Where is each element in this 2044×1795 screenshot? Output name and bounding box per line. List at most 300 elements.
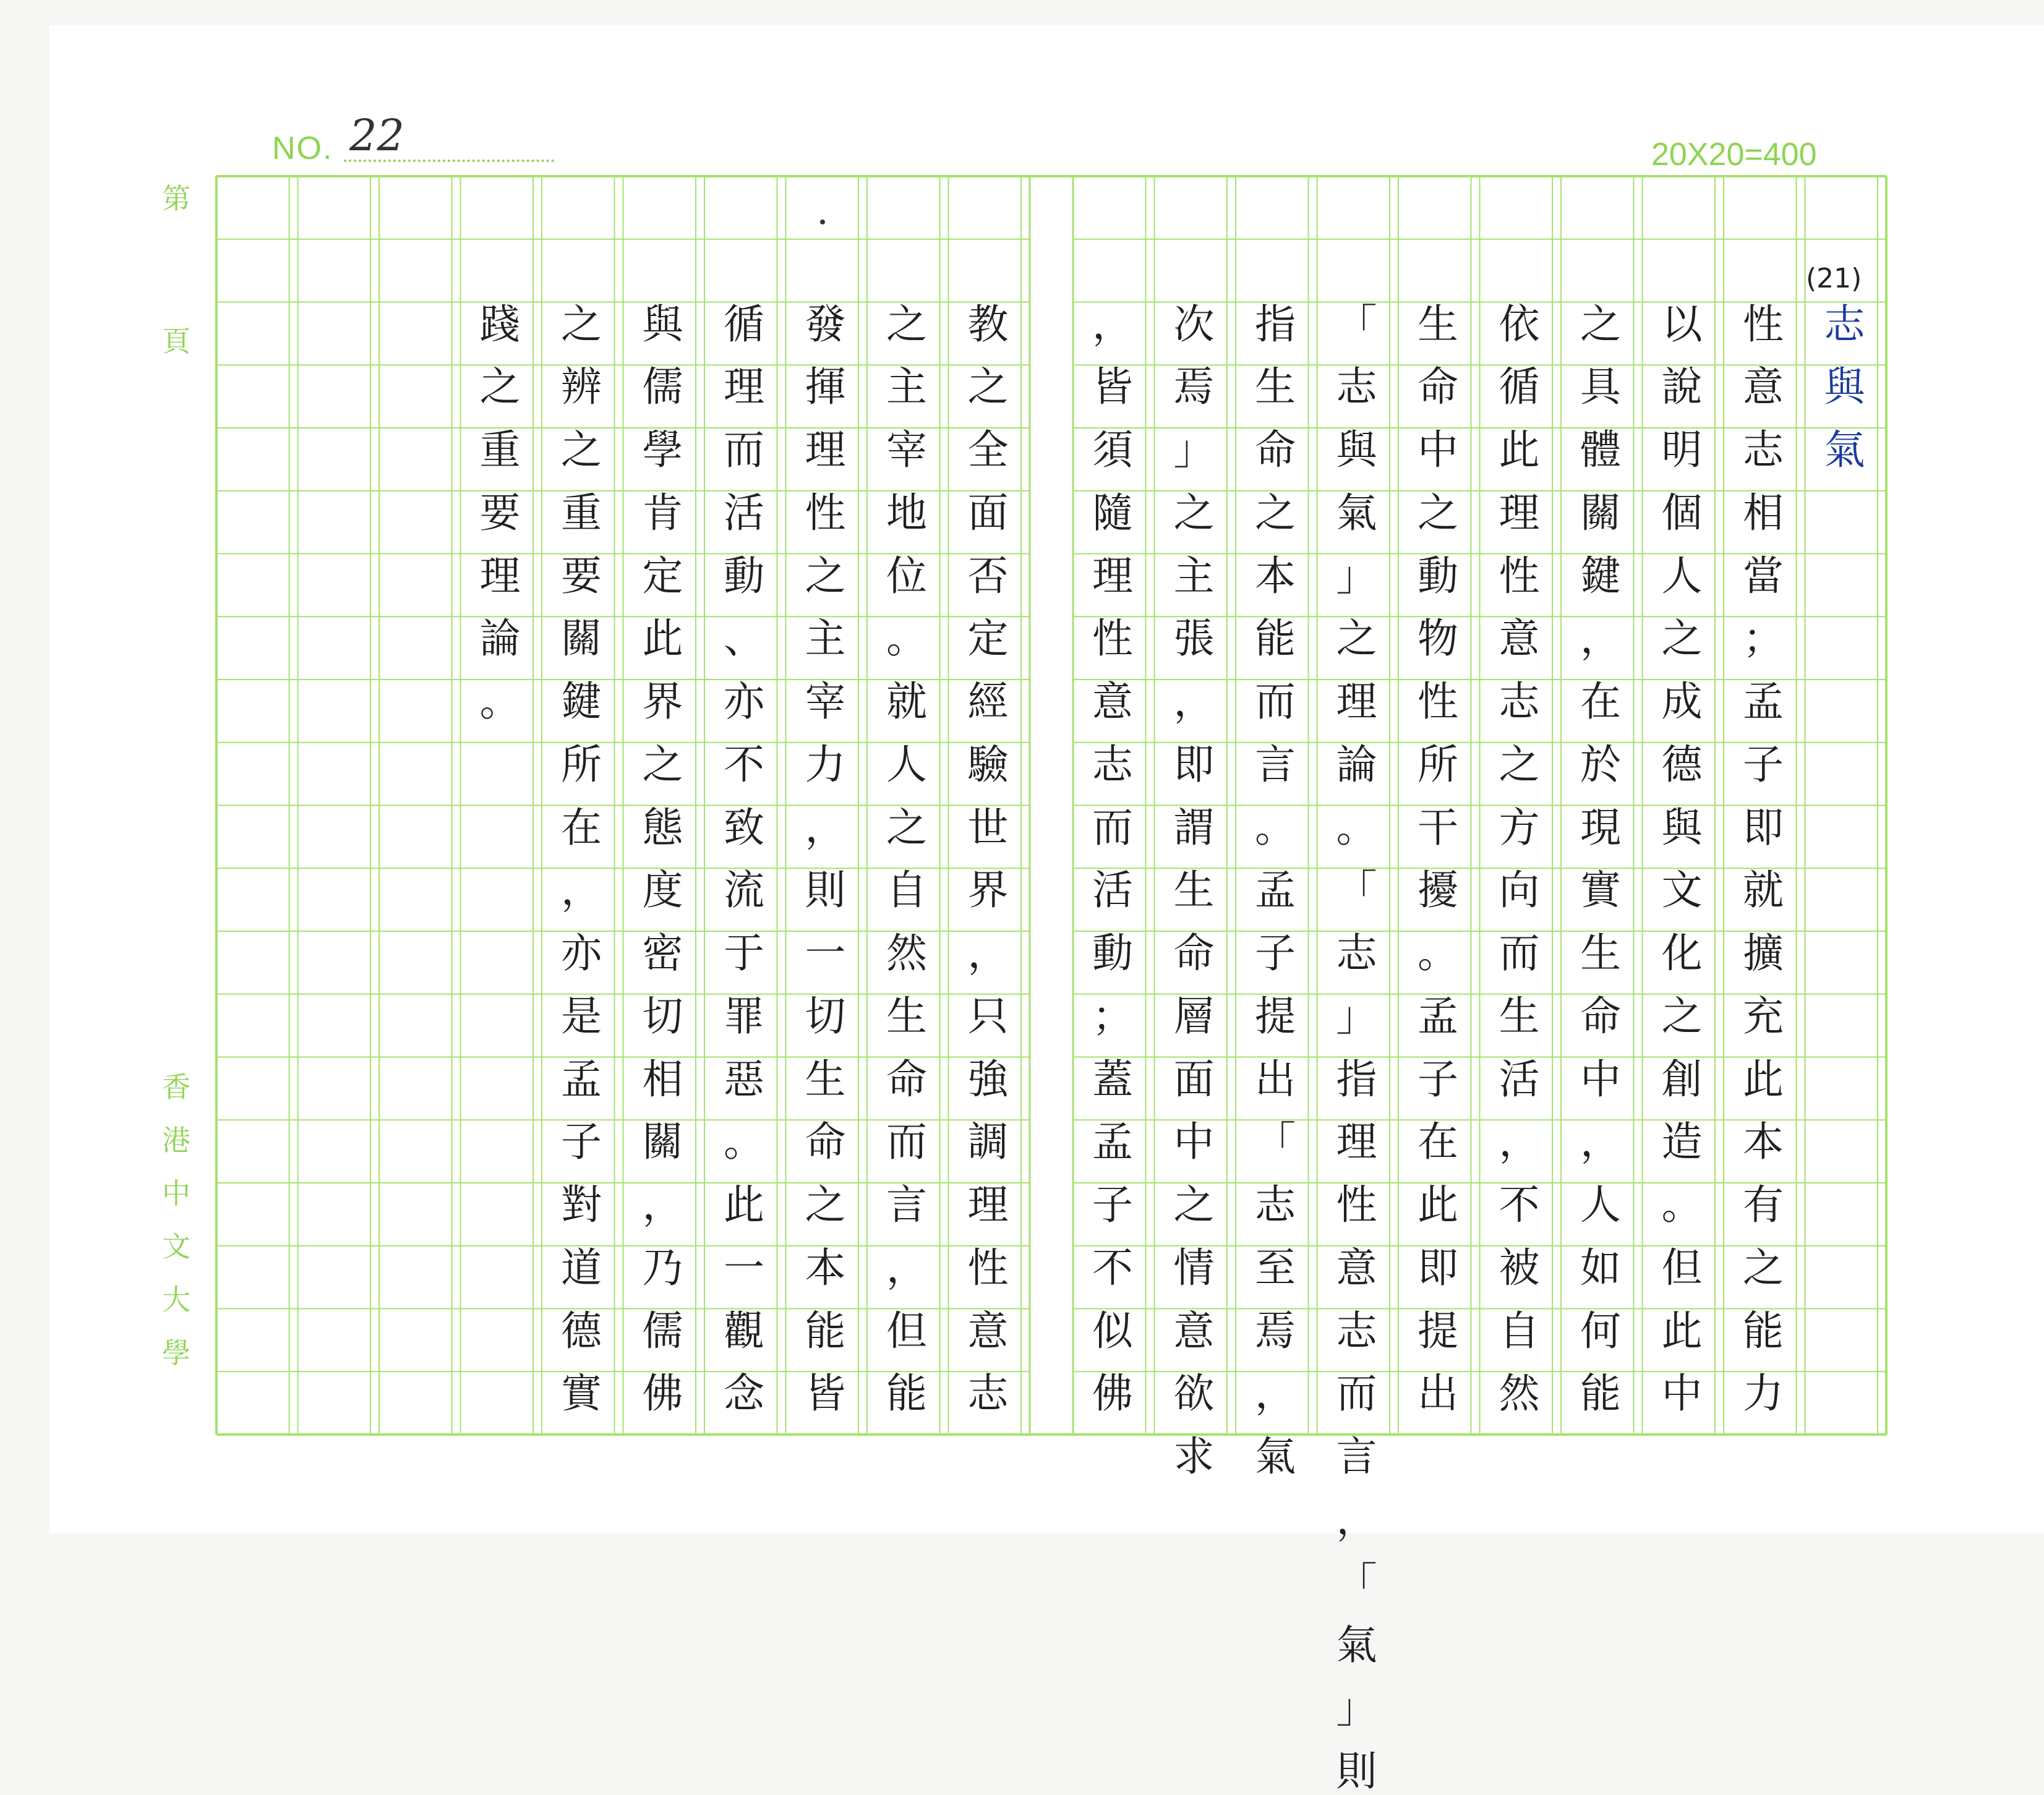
manuscript-char: 實 — [1580, 866, 1621, 915]
manuscript-char: 本 — [805, 1243, 846, 1292]
manuscript-char: 之 — [1418, 488, 1458, 537]
manuscript-char: 擴 — [1743, 929, 1784, 977]
manuscript-char: 理 — [479, 552, 521, 600]
margin-char-3: 中 — [162, 1177, 190, 1210]
manuscript-char: 命 — [1580, 992, 1621, 1040]
manuscript-char: 人 — [1661, 552, 1703, 600]
manuscript-char: 命 — [886, 1055, 927, 1103]
manuscript-char: 儒 — [642, 1307, 683, 1355]
manuscript-char: ， — [886, 1243, 927, 1292]
manuscript-char: 實 — [561, 1370, 602, 1418]
manuscript-char: 志 — [1824, 300, 1865, 348]
margin-char-2: 港 — [162, 1123, 190, 1157]
manuscript-char: 理 — [1499, 488, 1540, 537]
manuscript-char: 理 — [1336, 1118, 1377, 1166]
manuscript-char: 「 — [1255, 1118, 1296, 1166]
manuscript-char: 論 — [1336, 740, 1377, 788]
manuscript-char: ； — [1743, 615, 1784, 663]
manuscript-char: 循 — [1499, 363, 1540, 411]
manuscript-char: 有 — [1743, 1181, 1784, 1229]
manuscript-char: 生 — [1499, 992, 1540, 1040]
manuscript-char: 皆 — [805, 1370, 846, 1418]
manuscript-char: 生 — [886, 992, 927, 1040]
manuscript-char: 志 — [1336, 929, 1377, 977]
manuscript-char: 能 — [1743, 1307, 1784, 1355]
manuscript-char: 度 — [642, 866, 683, 915]
manuscript-char: 動 — [724, 552, 764, 600]
manuscript-char: 之 — [561, 300, 602, 348]
manuscript-char: 。 — [479, 678, 521, 725]
manuscript-char: 道 — [561, 1243, 602, 1292]
manuscript-char: ， — [1336, 1495, 1377, 1543]
manuscript-char: 乃 — [642, 1243, 683, 1292]
manuscript-char: 充 — [1743, 992, 1784, 1040]
manuscript-char: 定 — [642, 552, 683, 600]
manuscript-char: 干 — [1418, 803, 1458, 851]
manuscript-char: 生 — [1580, 929, 1621, 977]
manuscript-char: 自 — [886, 866, 927, 915]
manuscript-char: 。 — [1336, 803, 1377, 851]
margin-char-5: 大 — [162, 1283, 190, 1316]
manuscript-char: 觀 — [724, 1307, 764, 1355]
manuscript-char: 理 — [967, 1181, 1009, 1229]
manuscript-char: 孟 — [561, 1055, 602, 1103]
manuscript-char: 成 — [1661, 678, 1703, 725]
manuscript-char: 意 — [967, 1307, 1009, 1355]
manuscript-char: 孟 — [1418, 992, 1458, 1040]
manuscript-char: 關 — [561, 615, 602, 663]
manuscript-char: 在 — [1418, 1118, 1458, 1166]
manuscript-char: 」 — [1336, 1684, 1377, 1732]
manuscript-char: 向 — [1499, 866, 1540, 915]
manuscript-char: 提 — [1418, 1307, 1458, 1355]
manuscript-char: 全 — [967, 426, 1009, 474]
manuscript-char: 之 — [1336, 615, 1377, 663]
manuscript-char: 調 — [967, 1118, 1009, 1166]
manuscript-char: 主 — [805, 615, 846, 663]
manuscript-char: 。 — [724, 1118, 764, 1166]
manuscript-char: 理 — [1092, 552, 1133, 600]
manuscript-char: 性 — [967, 1243, 1009, 1292]
manuscript-char: 化 — [1661, 929, 1703, 977]
manuscript-char: 之 — [1255, 488, 1296, 537]
manuscript-char: 指 — [1255, 300, 1296, 348]
manuscript-char: 而 — [1092, 803, 1133, 851]
manuscript-char: 但 — [1661, 1243, 1703, 1292]
manuscript-char: 理 — [1336, 678, 1377, 725]
manuscript-char: 理 — [724, 363, 764, 411]
manuscript-char: 言 — [1255, 740, 1296, 788]
manuscript-char: 「 — [1336, 866, 1377, 915]
manuscript-char: 辨 — [561, 363, 602, 411]
manuscript-char: 但 — [886, 1307, 927, 1355]
manuscript-char: 重 — [561, 488, 602, 537]
manuscript-char: 與 — [642, 300, 683, 348]
manuscript-char: 動 — [1418, 552, 1458, 600]
manuscript-char: 此 — [1499, 426, 1540, 474]
manuscript-char: 性 — [1336, 1181, 1377, 1229]
manuscript-char: 要 — [561, 552, 602, 600]
manuscript-char: 擾 — [1418, 866, 1458, 915]
manuscript-char: 子 — [1092, 1181, 1133, 1229]
manuscript-char: ， — [1580, 615, 1621, 663]
manuscript-char: 能 — [1580, 1370, 1621, 1418]
manuscript-char: 在 — [1580, 678, 1621, 725]
manuscript-char: 之 — [642, 740, 683, 788]
manuscript-char: 于 — [724, 929, 764, 977]
manuscript-char: 肯 — [642, 488, 683, 537]
manuscript-char: 則 — [805, 866, 846, 915]
manuscript-char: 態 — [642, 803, 683, 851]
manuscript-char: 而 — [1255, 678, 1296, 725]
manuscript-char: ， — [1499, 1118, 1540, 1166]
manuscript-char: 論 — [479, 615, 521, 663]
manuscript-char: 中 — [1580, 1055, 1621, 1103]
stray-ink-dot — [820, 220, 825, 224]
manuscript-char: 所 — [1418, 740, 1458, 788]
manuscript-char: ， — [1092, 300, 1133, 348]
manuscript-char: 氣 — [1824, 426, 1865, 474]
manuscript-char: 孟 — [1092, 1118, 1133, 1166]
manuscript-char: 就 — [886, 678, 927, 725]
manuscript-char: 之 — [1743, 1243, 1784, 1292]
manuscript-char: ， — [561, 866, 602, 915]
manuscript-char: 指 — [1336, 1055, 1377, 1103]
manuscript-char: 性 — [1418, 678, 1458, 725]
manuscript-char: 與 — [1661, 803, 1703, 851]
manuscript-char: 人 — [1580, 1181, 1621, 1229]
manuscript-char: 地 — [886, 488, 927, 537]
manuscript-char: 位 — [886, 552, 927, 600]
manuscript-char: 之 — [1661, 992, 1703, 1040]
manuscript-char: 。 — [1661, 1181, 1703, 1229]
manuscript-char: 儒 — [642, 363, 683, 411]
manuscript-char: 之 — [805, 552, 846, 600]
manuscript-char: 之 — [967, 363, 1009, 411]
manuscript-char: 孟 — [1255, 866, 1296, 915]
manuscript-char: 而 — [886, 1118, 927, 1166]
manuscript-char: 文 — [1661, 866, 1703, 915]
manuscript-char: 與 — [1336, 426, 1377, 474]
manuscript-char: 命 — [1418, 363, 1458, 411]
manuscript-char: 經 — [967, 678, 1009, 725]
manuscript-char: 要 — [479, 488, 521, 537]
manuscript-char: 關 — [1580, 488, 1621, 537]
manuscript-char: 「 — [1336, 300, 1377, 348]
manuscript-char: 之 — [1173, 1181, 1215, 1229]
manuscript-char: 以 — [1661, 300, 1703, 348]
manuscript-char: 被 — [1499, 1243, 1540, 1292]
manuscript-char: 動 — [1092, 929, 1133, 977]
manuscript-char: 志 — [1092, 740, 1133, 788]
manuscript-char: 鍵 — [561, 678, 602, 725]
margin-char-4: 文 — [162, 1230, 190, 1263]
manuscript-char: 性 — [1499, 552, 1540, 600]
manuscript-char: 罪 — [724, 992, 764, 1040]
manuscript-char: 然 — [886, 929, 927, 977]
manuscript-char: 即 — [1418, 1243, 1458, 1292]
manuscript-char: 不 — [724, 740, 764, 788]
manuscript-char: 即 — [1173, 740, 1215, 788]
manuscript-char: 主 — [1173, 552, 1215, 600]
manuscript-char: 發 — [805, 300, 846, 348]
manuscript-char: 之 — [805, 1181, 846, 1229]
manuscript-char: 切 — [642, 992, 683, 1040]
manuscript-char: 中 — [1661, 1370, 1703, 1418]
manuscript-char: 本 — [1255, 552, 1296, 600]
manuscript-char: 焉 — [1173, 363, 1215, 411]
manuscript-char: 教 — [967, 300, 1009, 348]
manuscript-char: 隨 — [1092, 488, 1133, 537]
manuscript-char: 情 — [1173, 1243, 1215, 1292]
manuscript-char: 依 — [1499, 300, 1540, 348]
manuscript-char: 與 — [1824, 363, 1865, 411]
manuscript-char: 焉 — [1255, 1307, 1296, 1355]
manuscript-char: 學 — [642, 426, 683, 474]
manuscript-char: 志 — [967, 1370, 1009, 1418]
manuscript-char: 之 — [1173, 488, 1215, 537]
manuscript-char: 志 — [1336, 1307, 1377, 1355]
margin-label-top — [162, 176, 193, 360]
manuscript-char: 命 — [805, 1118, 846, 1166]
manuscript-char: 之 — [1580, 300, 1621, 348]
manuscript-char: 皆 — [1092, 363, 1133, 411]
manuscript-char: 能 — [1255, 615, 1296, 663]
manuscript-char: 只 — [967, 992, 1009, 1040]
manuscript-char: 之 — [561, 426, 602, 474]
manuscript-char: 理 — [805, 426, 846, 474]
manuscript-char: 亦 — [724, 678, 764, 725]
manuscript-char: 方 — [1499, 803, 1540, 851]
manuscript-char: 一 — [805, 929, 846, 977]
manuscript-char: 出 — [1418, 1370, 1458, 1418]
manuscript-char: 就 — [1743, 866, 1784, 915]
manuscript-char: 中 — [1173, 1118, 1215, 1166]
manuscript-char: 於 — [1580, 740, 1621, 788]
manuscript-char: 現 — [1580, 803, 1621, 851]
manuscript-char: 意 — [1336, 1243, 1377, 1292]
manuscript-char: 不 — [1092, 1243, 1133, 1292]
manuscript-char: 是 — [561, 992, 602, 1040]
manuscript-char: 命 — [1173, 929, 1215, 977]
manuscript-char: 一 — [724, 1243, 764, 1292]
manuscript-char: 而 — [1336, 1370, 1377, 1418]
manuscript-char: 須 — [1092, 426, 1133, 474]
manuscript-char: 面 — [967, 488, 1009, 537]
manuscript-char: ， — [1580, 1118, 1621, 1166]
manuscript-char: 致 — [724, 803, 764, 851]
manuscript-char: 而 — [1499, 929, 1540, 977]
manuscript-char: 出 — [1255, 1055, 1296, 1103]
manuscript-char: 而 — [724, 426, 764, 474]
manuscript-char: 流 — [724, 866, 764, 915]
manuscript-char: ； — [1092, 992, 1133, 1040]
manuscript-char: 在 — [561, 803, 602, 851]
manuscript-char: 提 — [1255, 992, 1296, 1040]
manuscript-char: 力 — [1743, 1370, 1784, 1418]
manuscript-char: 不 — [1499, 1181, 1540, 1229]
manuscript-char: 體 — [1580, 426, 1621, 474]
manuscript-char: 人 — [886, 740, 927, 788]
section-number: (21) — [1806, 263, 1862, 294]
manuscript-char: 活 — [724, 488, 764, 537]
manuscript-char: 此 — [1661, 1307, 1703, 1355]
manuscript-char: 。 — [886, 615, 927, 663]
grid-size-label: 20X20=400 — [1651, 137, 1817, 173]
manuscript-char: 言 — [886, 1181, 927, 1229]
manuscript-char: 主 — [886, 363, 927, 411]
manuscript-char: 切 — [805, 992, 846, 1040]
manuscript-char: 如 — [1580, 1243, 1621, 1292]
no-label: NO. — [272, 130, 333, 166]
manuscript-char: 子 — [561, 1118, 602, 1166]
manuscript-char: 子 — [1743, 740, 1784, 788]
manuscript-char: 界 — [642, 678, 683, 725]
manuscript-char: 性 — [805, 488, 846, 537]
manuscript-char: 次 — [1173, 300, 1215, 348]
manuscript-char: 何 — [1580, 1307, 1621, 1355]
manuscript-char: 命 — [1255, 426, 1296, 474]
manuscript-char: 世 — [967, 803, 1009, 851]
manuscript-char: 宰 — [805, 678, 846, 725]
manuscript-char: ， — [1255, 1370, 1296, 1418]
manuscript-char: 生 — [805, 1055, 846, 1103]
manuscript-char: 活 — [1092, 866, 1133, 915]
manuscript-char: 亦 — [561, 929, 602, 977]
manuscript-char: 否 — [967, 552, 1009, 600]
manuscript-char: 氣 — [1255, 1433, 1296, 1480]
manuscript-char: 氣 — [1336, 1621, 1377, 1669]
manuscript-char: 蓋 — [1092, 1055, 1133, 1103]
manuscript-char: 即 — [1743, 803, 1784, 851]
manuscript-char: 」 — [1336, 992, 1377, 1040]
manuscript-char: 循 — [724, 300, 764, 348]
manuscript-char: 張 — [1173, 615, 1215, 663]
manuscript-char: 驗 — [967, 740, 1009, 788]
manuscript-char: 子 — [1418, 1055, 1458, 1103]
manuscript-char: 志 — [1499, 678, 1540, 725]
manuscript-char: 創 — [1661, 1055, 1703, 1103]
manuscript-char: 關 — [642, 1118, 683, 1166]
manuscript-char: 強 — [967, 1055, 1009, 1103]
manuscript-char: 相 — [642, 1055, 683, 1103]
manuscript-char: 求 — [1173, 1433, 1215, 1480]
manuscript-char: 意 — [1173, 1307, 1215, 1355]
manuscript-char: 之 — [886, 300, 927, 348]
manuscript-char: 面 — [1173, 1055, 1215, 1103]
margin-label-university — [162, 1060, 193, 1379]
manuscript-char: 謂 — [1173, 803, 1215, 851]
manuscript-char: 中 — [1418, 426, 1458, 474]
manuscript-char: 定 — [967, 615, 1009, 663]
margin-char-di: 第 — [162, 182, 190, 215]
manuscript-char: 密 — [642, 929, 683, 977]
manuscript-char: 則 — [1336, 1747, 1377, 1795]
manuscript-char: 氣 — [1336, 488, 1377, 537]
manuscript-char: 本 — [1743, 1118, 1784, 1166]
manuscript-char: 宰 — [886, 426, 927, 474]
manuscript-char: 、 — [724, 615, 764, 663]
manuscript-char: 明 — [1661, 426, 1703, 474]
manuscript-char: ， — [642, 1181, 683, 1229]
manuscript-char: 對 — [561, 1181, 602, 1229]
manuscript-char: 自 — [1499, 1307, 1540, 1355]
manuscript-char: 之 — [479, 363, 521, 411]
manuscript-char: 活 — [1499, 1055, 1540, 1103]
manuscript-char: 個 — [1661, 488, 1703, 537]
manuscript-char: 之 — [886, 803, 927, 851]
margin-char-6: 學 — [162, 1336, 190, 1370]
manuscript-char: 力 — [805, 740, 846, 788]
manuscript-char: 此 — [1418, 1181, 1458, 1229]
manuscript-char: 當 — [1743, 552, 1784, 600]
manuscript-char: ， — [1173, 678, 1215, 725]
manuscript-char: 此 — [642, 615, 683, 663]
manuscript-char: 所 — [561, 740, 602, 788]
manuscript-char: ， — [805, 803, 846, 851]
manuscript-char: 欲 — [1173, 1370, 1215, 1418]
manuscript-char: 性 — [1092, 615, 1133, 663]
manuscript-char: 似 — [1092, 1307, 1133, 1355]
manuscript-char: 然 — [1499, 1370, 1540, 1418]
manuscript-char: 此 — [1743, 1055, 1784, 1103]
manuscript-char: 重 — [479, 426, 521, 474]
manuscript-char: 佛 — [1092, 1370, 1133, 1418]
manuscript-char: 惡 — [724, 1055, 764, 1103]
manuscript-char: 言 — [1336, 1433, 1377, 1480]
manuscript-char: 孟 — [1743, 678, 1784, 725]
manuscript-char: 鍵 — [1580, 552, 1621, 600]
manuscript-char: 子 — [1255, 929, 1296, 977]
manuscript-char: 念 — [724, 1370, 764, 1418]
manuscript-char: 層 — [1173, 992, 1215, 1040]
manuscript-char: 能 — [805, 1307, 846, 1355]
manuscript-char: 「 — [1336, 1558, 1377, 1606]
manuscript-char: 性 — [1743, 300, 1784, 348]
manuscript-char: 意 — [1743, 363, 1784, 411]
margin-char-ye: 頁 — [162, 325, 190, 358]
manuscript-char: 生 — [1418, 300, 1458, 348]
manuscript-char: 志 — [1255, 1181, 1296, 1229]
manuscript-char: 德 — [561, 1307, 602, 1355]
manuscript-char: 能 — [886, 1370, 927, 1418]
manuscript-char: 之 — [1661, 615, 1703, 663]
manuscript-char: ， — [967, 929, 1009, 977]
manuscript-char: 志 — [1336, 363, 1377, 411]
manuscript-char: 」 — [1173, 426, 1215, 474]
manuscript-char: 物 — [1418, 615, 1458, 663]
manuscript-char: 踐 — [479, 300, 521, 348]
manuscript-char: 揮 — [805, 363, 846, 411]
manuscript-char: 具 — [1580, 363, 1621, 411]
manuscript-char: 佛 — [642, 1370, 683, 1418]
manuscript-char: 意 — [1092, 678, 1133, 725]
manuscript-char: 說 — [1661, 363, 1703, 411]
manuscript-char: 。 — [1255, 803, 1296, 851]
manuscript-char: 界 — [967, 866, 1009, 915]
page-number: 22 — [349, 110, 405, 161]
manuscript-char: 意 — [1499, 615, 1540, 663]
manuscript-char: 。 — [1418, 929, 1458, 977]
manuscript-char: 志 — [1743, 426, 1784, 474]
manuscript-char: 生 — [1173, 866, 1215, 915]
manuscript-char: 至 — [1255, 1243, 1296, 1292]
manuscript-char: 造 — [1661, 1118, 1703, 1166]
manuscript-char: 此 — [724, 1181, 764, 1229]
manuscript-char: 之 — [1499, 740, 1540, 788]
margin-char-1: 香 — [162, 1070, 190, 1104]
manuscript-char: 」 — [1336, 552, 1377, 600]
